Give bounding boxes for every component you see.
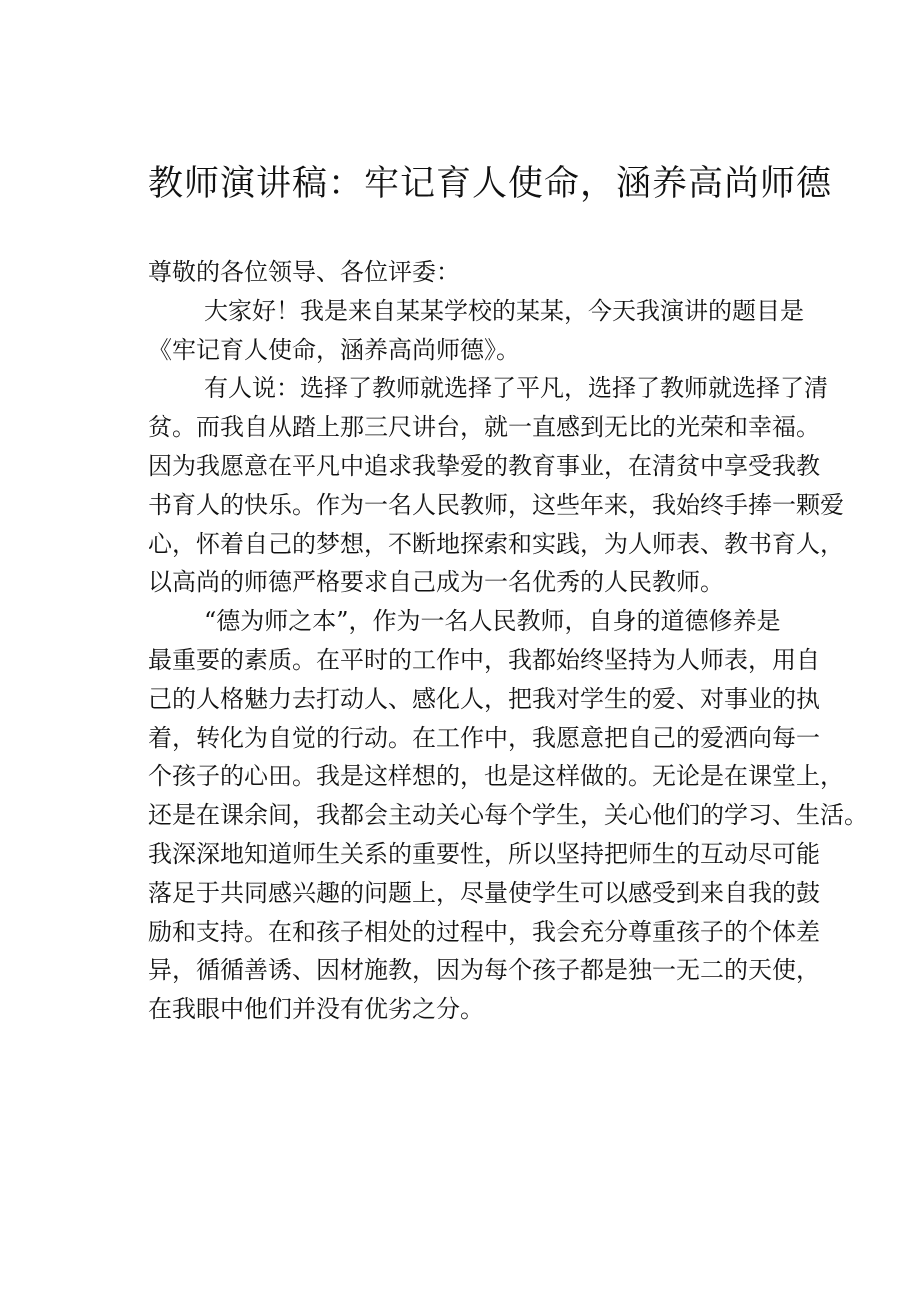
paragraph-line: 心，怀着自己的梦想，不断地探索和实践，为人师表、教书育人， — [148, 529, 844, 558]
paragraph-line: 着，转化为自觉的行动。在工作中，我愿意把自己的爱洒向每一 — [148, 723, 820, 752]
paragraph-line: 贫。而我自从踏上那三尺讲台，就一直感到无比的光荣和幸福。 — [148, 413, 820, 442]
paragraph-intro — [148, 292, 808, 370]
paragraph-line: 个孩子的心田。我是这样想的，也是这样做的。无论是在课堂上， — [148, 762, 844, 791]
paragraph-ethics — [148, 602, 868, 1029]
paragraph-line: “德为师之本”，作为一名人民教师，自身的道德修养是 — [204, 607, 781, 636]
paragraph-line: 落足于共同感兴趣的问题上，尽量使学生可以感受到来自我的鼓 — [148, 878, 820, 907]
paragraph-line: 大家好！我是来自某某学校的某某，今天我演讲的题目是 — [204, 296, 804, 325]
page-title: 教师演讲稿：牢记育人使命，涵养高尚师德 — [148, 164, 833, 204]
paragraph-line: 以高尚的师德严格要求自己成为一名优秀的人民教师。 — [148, 568, 724, 597]
paragraph-line: 有人说：选择了教师就选择了平凡，选择了教师就选择了清 — [204, 374, 828, 403]
paragraph-line: 因为我愿意在平凡中追求我挚爱的教育事业，在清贫中享受我教 — [148, 451, 820, 480]
paragraph-line: 己的人格魅力去打动人、感化人，把我对学生的爱、对事业的执 — [148, 684, 820, 713]
paragraph-line: 书育人的快乐。作为一名人民教师，这些年来，我始终手捧一颗爱 — [148, 490, 844, 519]
paragraph-line: 异，循循善诱、因材施教，因为每个孩子都是独一无二的天使， — [148, 956, 820, 985]
paragraph-line: 还是在课余间，我都会主动关心每个学生，关心他们的学习、生活。 — [148, 801, 868, 830]
paragraph-line: 我深深地知道师生关系的重要性，所以坚持把师生的互动尽可能 — [148, 839, 820, 868]
paragraph-line: 《牢记育人使命，涵养高尚师德》。 — [148, 335, 520, 364]
paragraph-choice — [148, 369, 844, 602]
document-body — [148, 253, 868, 1029]
paragraph-line: 励和支持。在和孩子相处的过程中，我会充分尊重孩子的个体差 — [148, 917, 820, 946]
paragraph-line: 最重要的素质。在平时的工作中，我都始终坚持为人师表，用自 — [148, 645, 820, 674]
paragraph-line: 在我眼中他们并没有优劣之分。 — [148, 995, 484, 1024]
salutation: 尊敬的各位领导、各位评委： — [148, 258, 460, 286]
